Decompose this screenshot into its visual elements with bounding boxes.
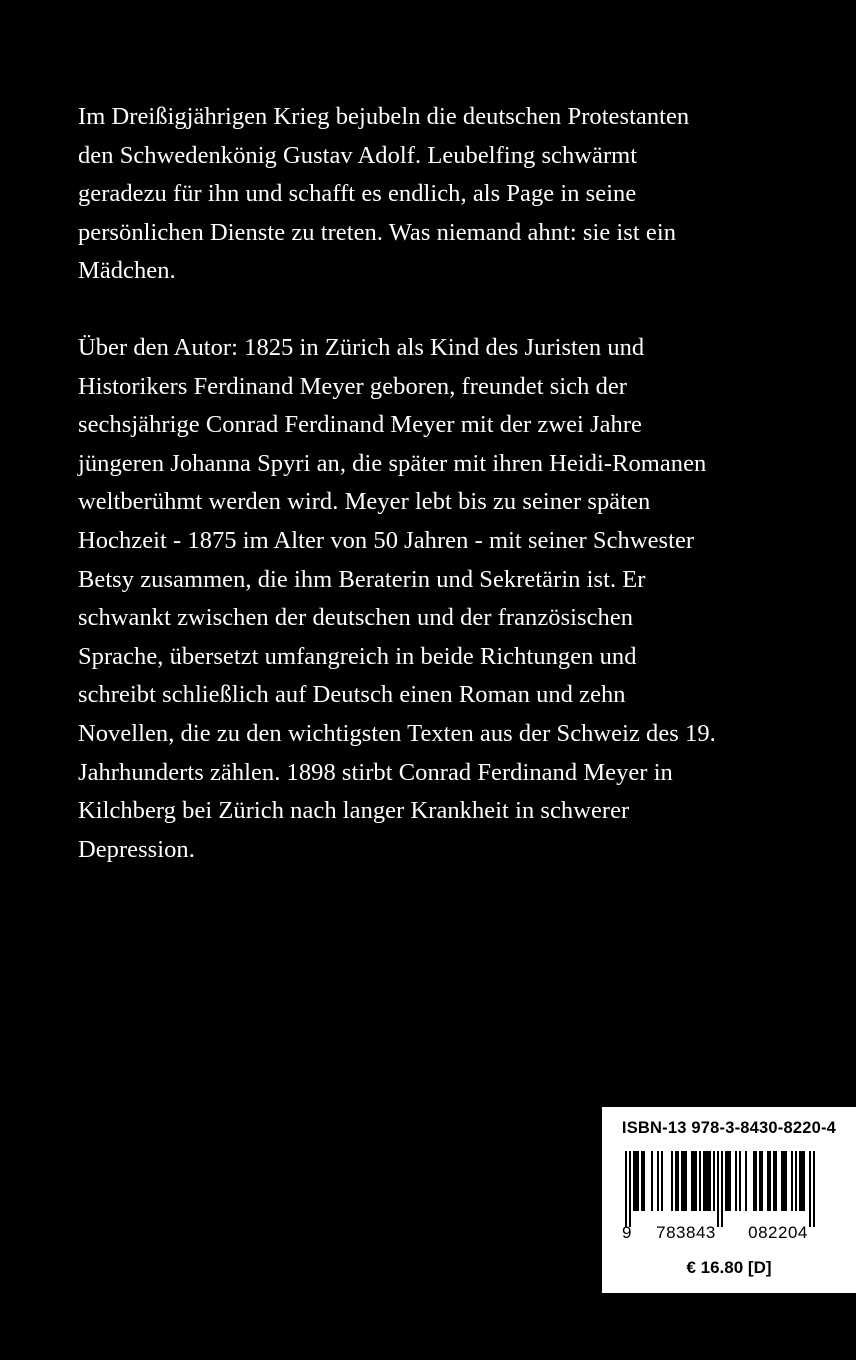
- barcode-bar: [681, 1151, 687, 1211]
- blurb-text: [78, 98, 798, 869]
- blurb-paragraph-synopsis: Im Dreißigjährigen Krieg bejubeln die deutschen Protestanten den Schwedenkönig Gustav Adolf. Leubelfing schwärmt geradezu für ihn und schafft es endlich, als Page in seine persönlichen Dienste zu treten. Was niemand ahnt: sie ist ein Mädchen.: [78, 103, 690, 285]
- barcode-bar: [759, 1151, 763, 1211]
- barcode-bar: [753, 1151, 757, 1211]
- barcode-bar: [745, 1151, 747, 1211]
- barcode-bar: [633, 1151, 639, 1211]
- barcode-bar: [671, 1151, 673, 1211]
- barcode-bar: [739, 1151, 741, 1211]
- barcode-bar: [691, 1151, 697, 1211]
- price-label: € 16.80 [D]: [686, 1258, 772, 1277]
- barcode-bar: [657, 1151, 659, 1211]
- barcode-bar: [791, 1151, 793, 1211]
- barcode-guard-bar: [721, 1151, 723, 1227]
- barcode-box: [602, 1107, 856, 1293]
- barcode-bar: [713, 1151, 715, 1211]
- barcode-guard-bar: [809, 1151, 811, 1227]
- barcode-bar: [795, 1151, 797, 1211]
- isbn-label: ISBN-13 978-3-8430-8220-4: [621, 1119, 837, 1137]
- barcode-digit-first: 9: [622, 1223, 632, 1242]
- barcode-bar: [735, 1151, 737, 1211]
- barcode-digits-right: 082204: [748, 1223, 808, 1242]
- barcode-bar: [767, 1151, 771, 1211]
- barcode-guard-bar: [629, 1151, 631, 1227]
- barcode-bar: [661, 1151, 663, 1211]
- barcode-guard-bar: [717, 1151, 719, 1227]
- barcode-bar: [675, 1151, 679, 1211]
- barcode-bar: [699, 1151, 701, 1211]
- barcode-bars: [618, 1151, 822, 1227]
- barcode-bar: [781, 1151, 787, 1211]
- blurb-paragraph-author: Über den Autor: 1825 in Zürich als Kind des Juristen und Historikers Ferdinand Meyer geboren, freundet sich der sechsjährige Conrad Ferdinand Meyer mit der zwei Jahre jüngeren Johanna Spyri an, die später mit ihren Heidi-Romanen weltberühmt werden wird. Meyer lebt bis zu seiner späten Hochzeit - 1875 im Alter von 50 Jahren - mit seiner Schwester Betsy zusammen, die ihm Beraterin und Sekretärin ist. Er schwankt zwischen der deutschen und der französischen Sprache, übersetzt umfangreich in beide Richtungen und schreibt schließlich auf Deutsch einen Roman und zehn Novellen, die zu den wichtigsten Texten aus der Schweiz des 19. Jahrhunderts zählen. 1898 stirbt Conrad Ferdinand Meyer in Kilchberg bei Zürich nach langer Krankheit in schwerer Depression.: [78, 333, 716, 863]
- barcode-bar: [773, 1151, 777, 1211]
- barcode-bar: [703, 1151, 711, 1211]
- barcode-bar: [651, 1151, 653, 1211]
- barcode-bar: [799, 1151, 805, 1211]
- barcode-digits-left: 783843: [656, 1223, 716, 1242]
- barcode-guard-bar: [625, 1151, 627, 1227]
- barcode-bar: [725, 1151, 731, 1211]
- barcode-guard-bar: [813, 1151, 815, 1227]
- barcode-bar: [641, 1151, 645, 1211]
